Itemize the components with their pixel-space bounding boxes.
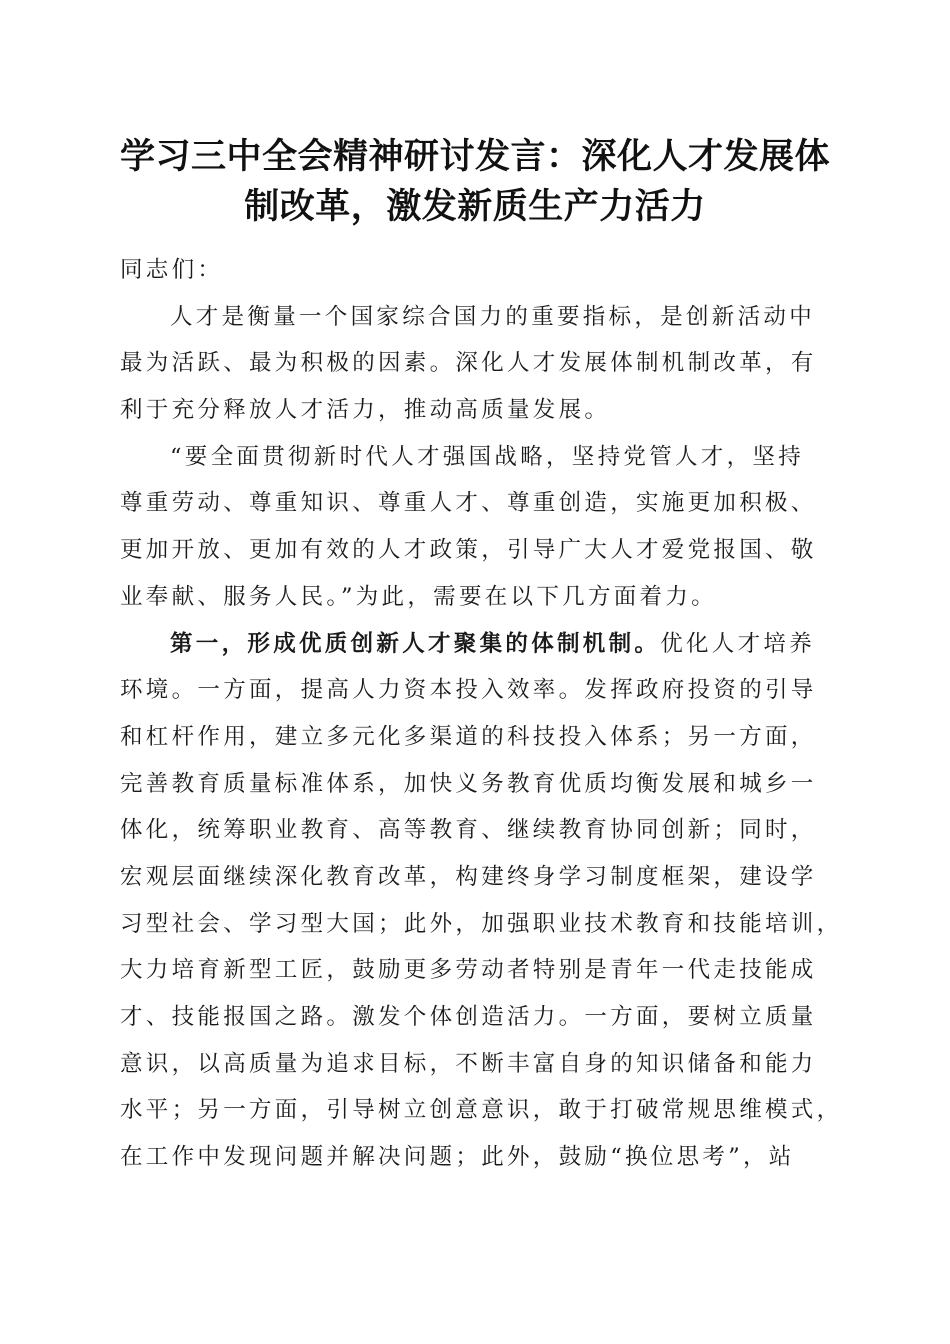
paragraph-2 xyxy=(120,434,830,621)
document-body xyxy=(120,247,843,1181)
paragraph-line: 才、技能报国之路。激发个体创造活力。一方面，要树立质量 xyxy=(120,1004,817,1030)
title-line-2: 制改革，激发新质生产力活力 xyxy=(244,186,706,227)
paragraph-line xyxy=(120,621,830,668)
paragraph-line: 宏观层面继续深化教育改革，构建终身学习制度框架，建设学 xyxy=(120,863,817,890)
paragraph-3 xyxy=(120,621,843,1181)
paragraph-line: 和杠杆作用，建立多元化多渠道的科技投入体系；另一方面， xyxy=(120,723,817,750)
paragraph-line: 利于充分释放人才活力，推动高质量发展。 xyxy=(120,397,611,424)
paragraph-1 xyxy=(120,294,830,434)
paragraph-line: 在工作中发现问题并解决问题；此外，鼓励“换位思考”，站 xyxy=(120,1144,795,1171)
paragraph-line: 习型社会、学习型大国；此外，加强职业技术教育和技能培训， xyxy=(120,910,843,937)
paragraph-line: 环境。一方面，提高人力资本投入效率。发挥政府投资的引导 xyxy=(120,677,817,704)
paragraph-line: 大力培育新型工匠，鼓励更多劳动者特别是青年一代走技能成 xyxy=(120,957,817,984)
paragraph-line: 意识，以高质量为追求目标，不断丰富自身的知识储备和能力 xyxy=(120,1050,817,1077)
paragraph-line: 更加开放、更加有效的人才政策，引导广大人才爱党报国、敬 xyxy=(120,537,817,564)
salutation: 同志们： xyxy=(120,257,224,283)
section-heading: 第一，形成优质创新人才聚集的体制机制。 xyxy=(170,630,661,657)
paragraph-line: 体化，统筹职业教育、高等教育、继续教育协同创新；同时， xyxy=(120,817,817,844)
paragraph-line: “要全面贯彻新时代人才强国战略，坚持党管人才，坚持 xyxy=(170,443,805,470)
title-line-1: 学习三中全会精神研讨发言：深化人才发展体 xyxy=(119,136,830,177)
paragraph-line: 完善教育质量标准体系，加快义务教育优质均衡发展和城乡一 xyxy=(120,770,817,797)
paragraph-line: 业奉献、服务人民。”为此，需要在以下几方面着力。 xyxy=(120,583,717,610)
paragraph-line: 水平；另一方面，引导树立创意意识，敢于打破常规思维模式， xyxy=(120,1097,843,1124)
paragraph-text: 优化人才培养 xyxy=(660,630,816,657)
paragraph-line: 尊重劳动、尊重知识、尊重人才、尊重创造，实施更加积极、 xyxy=(120,490,817,517)
paragraph-line: 人才是衡量一个国家综合国力的重要指标，是创新活动中 xyxy=(170,303,816,330)
document-title xyxy=(100,132,850,232)
paragraph-line: 最为活跃、最为积极的因素。深化人才发展体制机制改革，有 xyxy=(120,350,817,377)
